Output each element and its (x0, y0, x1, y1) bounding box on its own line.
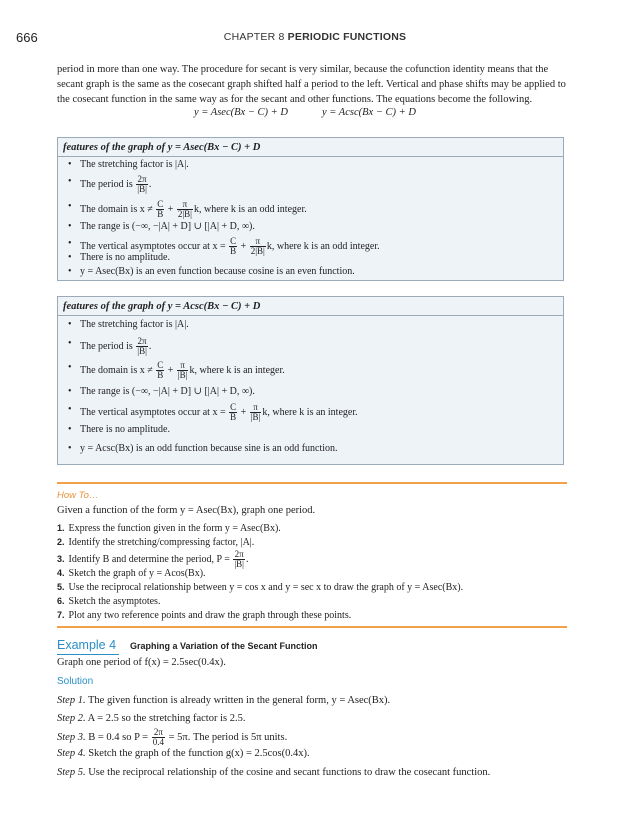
secant-equation: y = Asec(Bx − C) + D (194, 107, 288, 118)
fraction: $\frac{C}{B}$ (157, 199, 164, 219)
how-to-label: How To… (57, 490, 99, 501)
solution-step: Step 4. Sketch the graph of the function g(x) = 2.5cos(0.4x). (57, 748, 310, 759)
cosecant-features-title: features of the graph of y = Acsc(Bx − C) + D (63, 301, 261, 312)
bullet-icon: • (68, 424, 72, 435)
page-number: 666 (16, 30, 38, 45)
bullet-icon: • (68, 176, 72, 187)
fraction: $\frac{\pi}{2|B|}$ (177, 199, 192, 219)
example-task: Graph one period of f(x) = 2.5sec(0.4x). (57, 657, 226, 668)
solution-label: Solution (57, 676, 94, 687)
how-to-step: 6. Sketch the asymptotes. (57, 596, 161, 607)
fraction: $\frac{2\pi}{|B|}$ (234, 549, 244, 569)
how-to-intro: Given a function of the form y = Asec(Bx), graph one period. (57, 505, 316, 516)
box-divider (58, 156, 563, 157)
fraction: $\frac{\pi}{2|B|}$ (250, 236, 265, 256)
fraction: $\frac{C}{B}$ (230, 402, 237, 422)
how-to-step: 4. Sketch the graph of y = Acos(Bx). (57, 568, 206, 579)
how-to-section (57, 482, 567, 628)
example-underline (57, 654, 119, 655)
solution-step: Step 3. B = 0.4 so P = $\frac{2\pi}{0.4}$ = 5π. The period is 5π units. (57, 727, 288, 747)
solution-step: Step 2. A = 2.5 so the stretching factor is 2.5. (57, 713, 246, 724)
fraction: $\frac{2\pi}{|B|}$ (137, 336, 147, 356)
solution-step: Step 1. The given function is already written in the general form, y = Asec(Bx). (57, 695, 391, 706)
bullet-icon: • (68, 319, 72, 330)
fraction: $\frac{\pi}{|B|}$ (250, 402, 261, 422)
how-to-step: 1. Express the function given in the form y = Asec(Bx). (57, 523, 281, 534)
bullet-icon: • (68, 159, 72, 170)
intro-paragraph: period in more than one way. The procedure for secant is very similar, because the cofunction identity means that the secant graph is the same as the cosecant graph shifted half a period to the left. Vertical and phase shifts may be applied to the cosecant function in the same way as for the secant and other functions. The equations become the following. (57, 64, 566, 105)
fraction: $\frac{C}{B}$ (157, 360, 164, 380)
bullet-icon: • (68, 338, 72, 349)
bullet-icon: • (68, 404, 72, 415)
bullet-icon: • (68, 266, 72, 277)
fraction: $\frac{\pi}{|B|}$ (177, 360, 188, 380)
bullet-icon: • (68, 443, 72, 454)
bullet-icon: • (68, 252, 72, 263)
fraction: $\frac{C}{B}$ (230, 236, 237, 256)
how-to-step: 5. Use the reciprocal relationship between y = cos x and y = sec x to draw the graph of y = Asec(Bx). (57, 582, 464, 593)
example-title: Graphing a Variation of the Secant Function (130, 641, 318, 651)
bullet-icon: • (68, 221, 72, 232)
fraction: $\frac{2\pi}{0.4}$ (152, 727, 164, 747)
solution-step: Step 5. Use the reciprocal relationship of the cosine and secant functions to draw the cosecant function. (57, 767, 491, 778)
chapter-prefix: CHAPTER 8 (223, 31, 285, 43)
how-to-step: 2. Identify the stretching/compressing factor, |A|. (57, 537, 255, 548)
example-label: Example 4 (57, 638, 117, 652)
how-to-step: 7. Plot any two reference points and draw the graph through these points. (57, 610, 352, 621)
box-divider (58, 315, 563, 316)
bullet-icon: • (68, 201, 72, 212)
bullet-icon: • (68, 238, 72, 249)
bullet-icon: • (68, 362, 72, 373)
secant-features-title: features of the graph of y = Asec(Bx − C) + D (63, 142, 261, 153)
cosecant-features-box: features of the graph of y = Acsc(Bx − C) + D • The stretching factor is |A|. • The period is $\frac{2\pi}{|B|}$ . • The domain is x ≠ $\frac{C}{B}$ + $\frac{\pi}{|B|}$ k, where k is an integer. • The range is (−∞, −|A| + D] ∪ [|A| + D, ∞). • The vertical asymptotes occur at x = $\frac{C}{B}$ + $\frac{\pi}{|B|}$ k, where k is an integer. • There is no amplitude. • y = Acsc(Bx) is an odd function because sine is an odd function. (57, 296, 564, 465)
cosecant-equation: y = Acsc(Bx − C) + D (322, 107, 416, 118)
example-heading (57, 638, 567, 656)
page-header (16, 30, 614, 46)
chapter-title: PERIODIC FUNCTIONS (287, 31, 407, 43)
secant-features-box: features of the graph of y = Asec(Bx − C) + D • The stretching factor is |A|. • The period is $\frac{2\pi}{|B|}$ . • The domain is x ≠ $\frac{C}{B}$ + $\frac{\pi}{2|B|}$ k, where k is an odd integer. • The range is (−∞, −|A| + D] ∪ [|A| + D, ∞). • The vertical asymptotes occur at x = $\frac{C}{B}$ + $\frac{\pi}{2|B|}$ k, where k is an odd integer. • There is no amplitude. • y = Asec(Bx) is an even function because cosine is an even function. (57, 137, 564, 281)
bullet-icon: • (68, 386, 72, 397)
chapter-heading (16, 31, 614, 43)
how-to-step: 3. Identify B and determine the period, P = $\frac{2\pi}{|B|}$ . (57, 549, 249, 569)
fraction: $\frac{2\pi}{|B|}$ (137, 174, 147, 194)
